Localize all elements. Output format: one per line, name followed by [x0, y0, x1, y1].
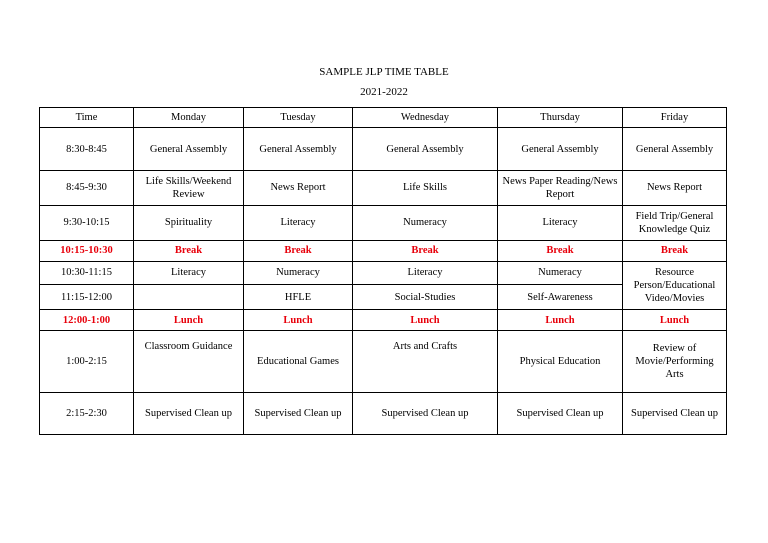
table-row [40, 392, 727, 434]
timetable [39, 107, 727, 435]
table-cell: General Assembly [134, 128, 244, 171]
table-cell: Literacy [134, 261, 244, 284]
table-cell: Literacy [244, 205, 353, 240]
table-cell: Supervised Clean up [134, 392, 244, 434]
header-time: Time [40, 108, 134, 128]
time-cell: 10:15-10:30 [40, 240, 134, 261]
lunch-row [40, 310, 727, 331]
table-cell: Review of Movie/Performing Arts [623, 331, 727, 392]
table-cell: Self-Awareness [498, 285, 623, 310]
table-row [40, 205, 727, 240]
break-cell: Break [498, 240, 623, 261]
table-row [40, 261, 727, 284]
lunch-cell: Lunch [623, 310, 727, 331]
document-title: SAMPLE JLP TIME TABLE [319, 66, 449, 78]
table-cell: Numeracy [244, 261, 353, 284]
table-cell: News Report [623, 171, 727, 205]
table-cell: Numeracy [353, 205, 498, 240]
table-cell: General Assembly [498, 128, 623, 171]
lunch-cell: Lunch [353, 310, 498, 331]
time-cell: 2:15-2:30 [40, 392, 134, 434]
time-cell: 10:30-11:15 [40, 261, 134, 284]
lunch-cell: Lunch [498, 310, 623, 331]
lunch-cell: Lunch [244, 310, 353, 331]
table-cell: Arts and Crafts [353, 331, 498, 392]
lunch-cell: Lunch [134, 310, 244, 331]
time-cell: 9:30-10:15 [40, 205, 134, 240]
table-cell: Supervised Clean up [353, 392, 498, 434]
table-row [40, 171, 727, 205]
time-cell: 12:00-1:00 [40, 310, 134, 331]
table-cell: Life Skills/Weekend Review [134, 171, 244, 205]
break-cell: Break [623, 240, 727, 261]
time-cell: 11:15-12:00 [40, 285, 134, 310]
document-year: 2021-2022 [360, 86, 408, 98]
header-tuesday: Tuesday [244, 108, 353, 128]
table-cell: General Assembly [623, 128, 727, 171]
table-cell: Numeracy [498, 261, 623, 284]
table-cell: Supervised Clean up [244, 392, 353, 434]
time-cell: 1:00-2:15 [40, 331, 134, 392]
table-cell: Educational Games [244, 331, 353, 392]
table-cell: Field Trip/General Knowledge Quiz [623, 205, 727, 240]
header-row [40, 108, 727, 128]
table-cell: Classroom Guidance [134, 331, 244, 392]
table-cell [134, 285, 244, 310]
time-cell: 8:45-9:30 [40, 171, 134, 205]
break-cell: Break [134, 240, 244, 261]
header-monday: Monday [134, 108, 244, 128]
break-cell: Break [353, 240, 498, 261]
time-cell: 8:30-8:45 [40, 128, 134, 171]
table-cell: Supervised Clean up [623, 392, 727, 434]
table-cell: News Paper Reading/News Report [498, 171, 623, 205]
table-cell: General Assembly [353, 128, 498, 171]
break-row [40, 240, 727, 261]
table-cell: Spirituality [134, 205, 244, 240]
table-cell: Life Skills [353, 171, 498, 205]
table-cell: Resource Person/Educational Video/Movies [623, 261, 727, 309]
table-cell: News Report [244, 171, 353, 205]
table-cell: General Assembly [244, 128, 353, 171]
table-cell: Physical Education [498, 331, 623, 392]
header-friday: Friday [623, 108, 727, 128]
table-row [40, 331, 727, 392]
break-cell: Break [244, 240, 353, 261]
table-cell: Literacy [498, 205, 623, 240]
table-cell: Literacy [353, 261, 498, 284]
table-row [40, 128, 727, 171]
header-thursday: Thursday [498, 108, 623, 128]
table-cell: HFLE [244, 285, 353, 310]
table-cell: Social-Studies [353, 285, 498, 310]
table-cell: Supervised Clean up [498, 392, 623, 434]
header-wednesday: Wednesday [353, 108, 498, 128]
